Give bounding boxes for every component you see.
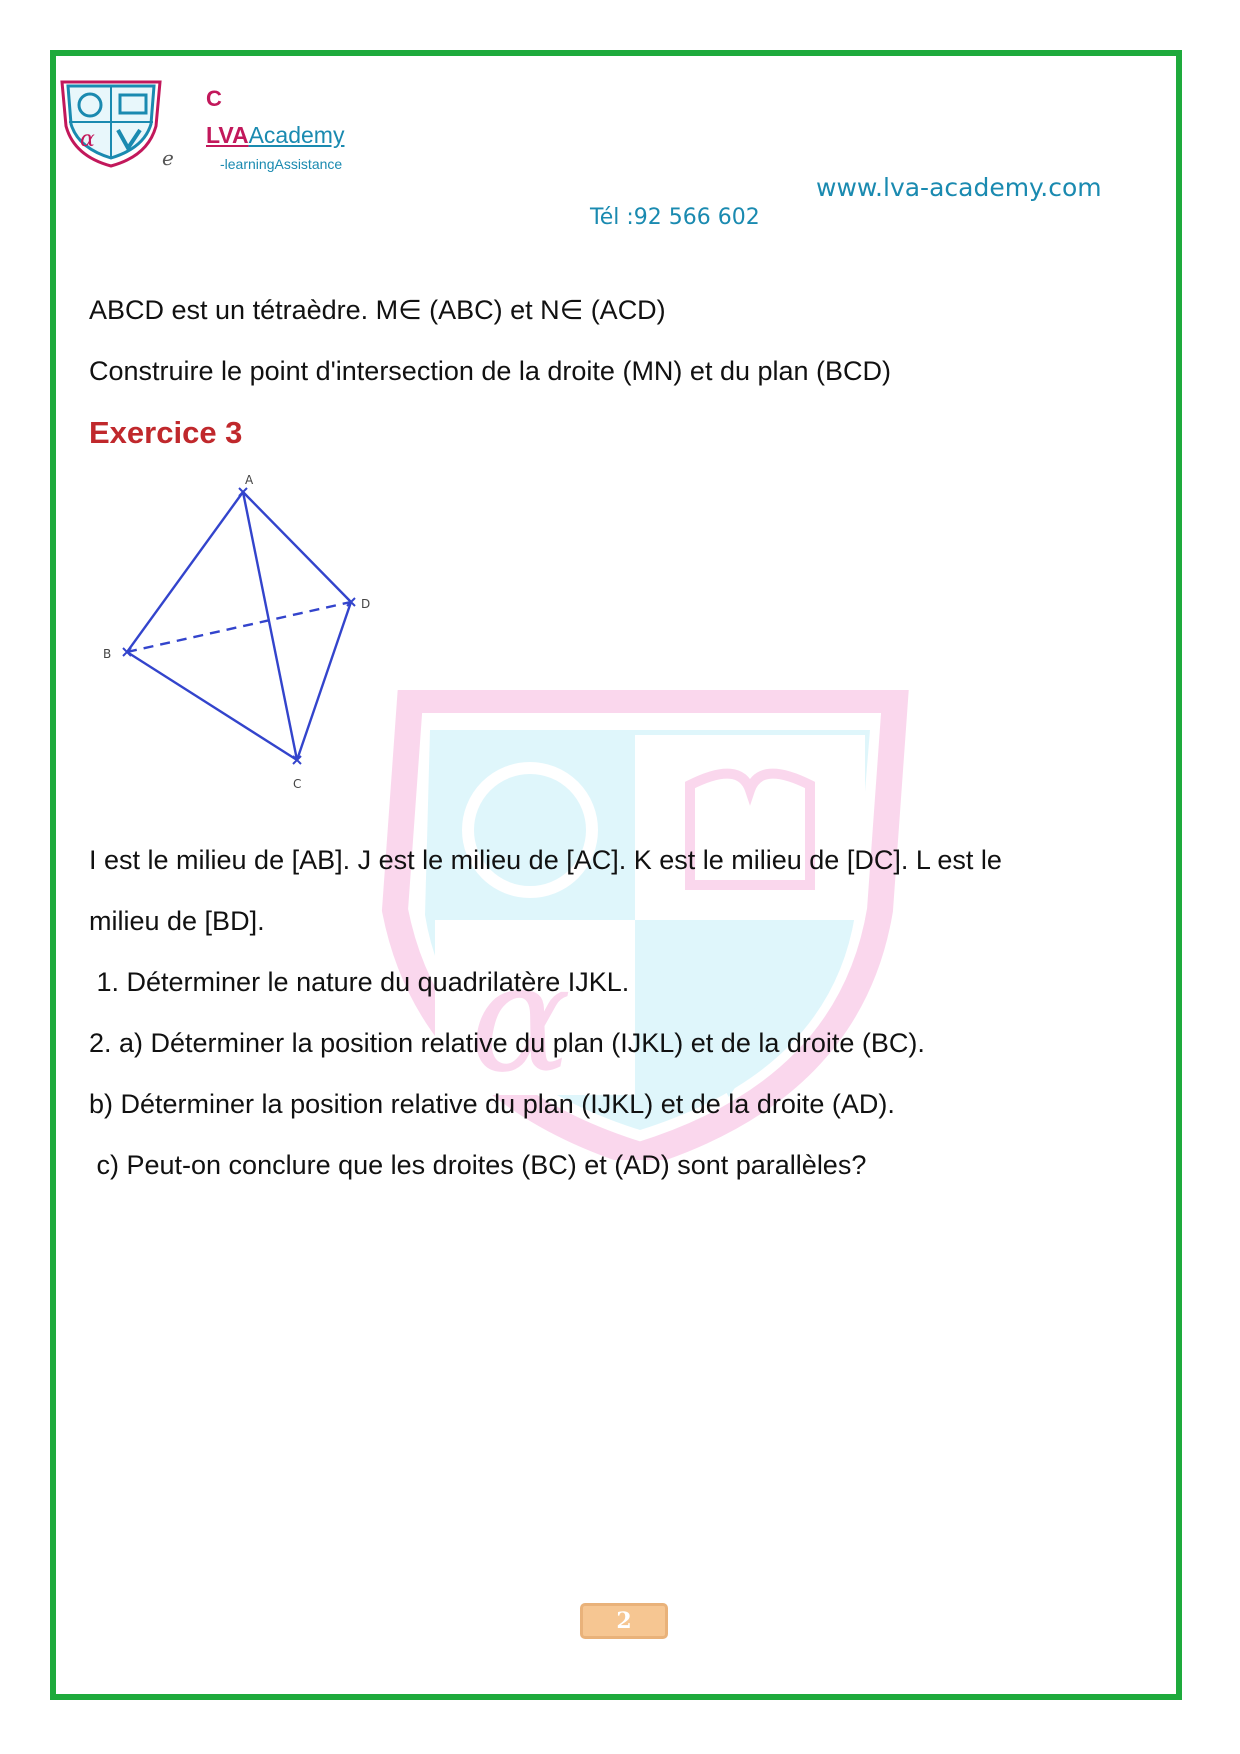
tetrahedron-figure <box>95 470 385 800</box>
question-2c: c) Peut-on conclure que les droites (BC) et (AD) sont parallèles? <box>89 1150 867 1180</box>
label-a: A <box>245 473 254 487</box>
edge-ad <box>243 492 351 602</box>
edge-bd-hidden <box>127 602 351 652</box>
svg-text:α: α <box>470 932 572 1106</box>
statement-line-2: milieu de [BD]. <box>89 906 265 936</box>
brand-name <box>206 122 344 149</box>
brand-initial: C <box>206 86 222 111</box>
edge-ab <box>127 492 243 652</box>
edge-ac <box>243 492 297 760</box>
brand-tagline: -learningAssistance <box>220 156 343 172</box>
label-d: D <box>361 597 371 611</box>
question-2a: 2. a) Déterminer la position relative du plan (IJKL) et de la droite (BC). <box>89 1028 925 1058</box>
brand-e: e <box>162 146 174 170</box>
phone-number: Tél :92 566 602 <box>590 205 760 230</box>
svg-text:α: α <box>80 127 95 152</box>
question-2b: b) Déterminer la position relative du plan (IJKL) et de la droite (AD). <box>89 1089 895 1119</box>
exercise-title: Exercice 3 <box>89 415 243 450</box>
edge-bc <box>127 652 297 760</box>
label-c: C <box>293 777 302 791</box>
brand-lva: LVA <box>206 122 249 148</box>
website-link[interactable]: www.lva-academy.com <box>816 173 1102 202</box>
question-1: 1. Déterminer le nature du quadrilatère IJKL. <box>89 967 630 997</box>
edge-dc <box>297 602 351 760</box>
page-number-badge: 2 <box>580 1603 668 1639</box>
statement-line-1: I est le milieu de [AB]. J est le milieu de [AC]. K est le milieu de [DC]. L est le <box>89 845 1002 875</box>
lva-logo-icon <box>58 78 164 168</box>
content <box>89 280 1119 463</box>
brand-academy: Academy <box>248 122 345 148</box>
intro-line-2: Construire le point d'intersection de la droite (MN) et du plan (BCD) <box>89 356 892 386</box>
intro-line-1: ABCD est un tétraèdre. M∈ (ABC) et N∈ (ACD) <box>89 295 666 325</box>
exercise-questions <box>89 830 1149 1196</box>
label-b: B <box>103 647 112 661</box>
